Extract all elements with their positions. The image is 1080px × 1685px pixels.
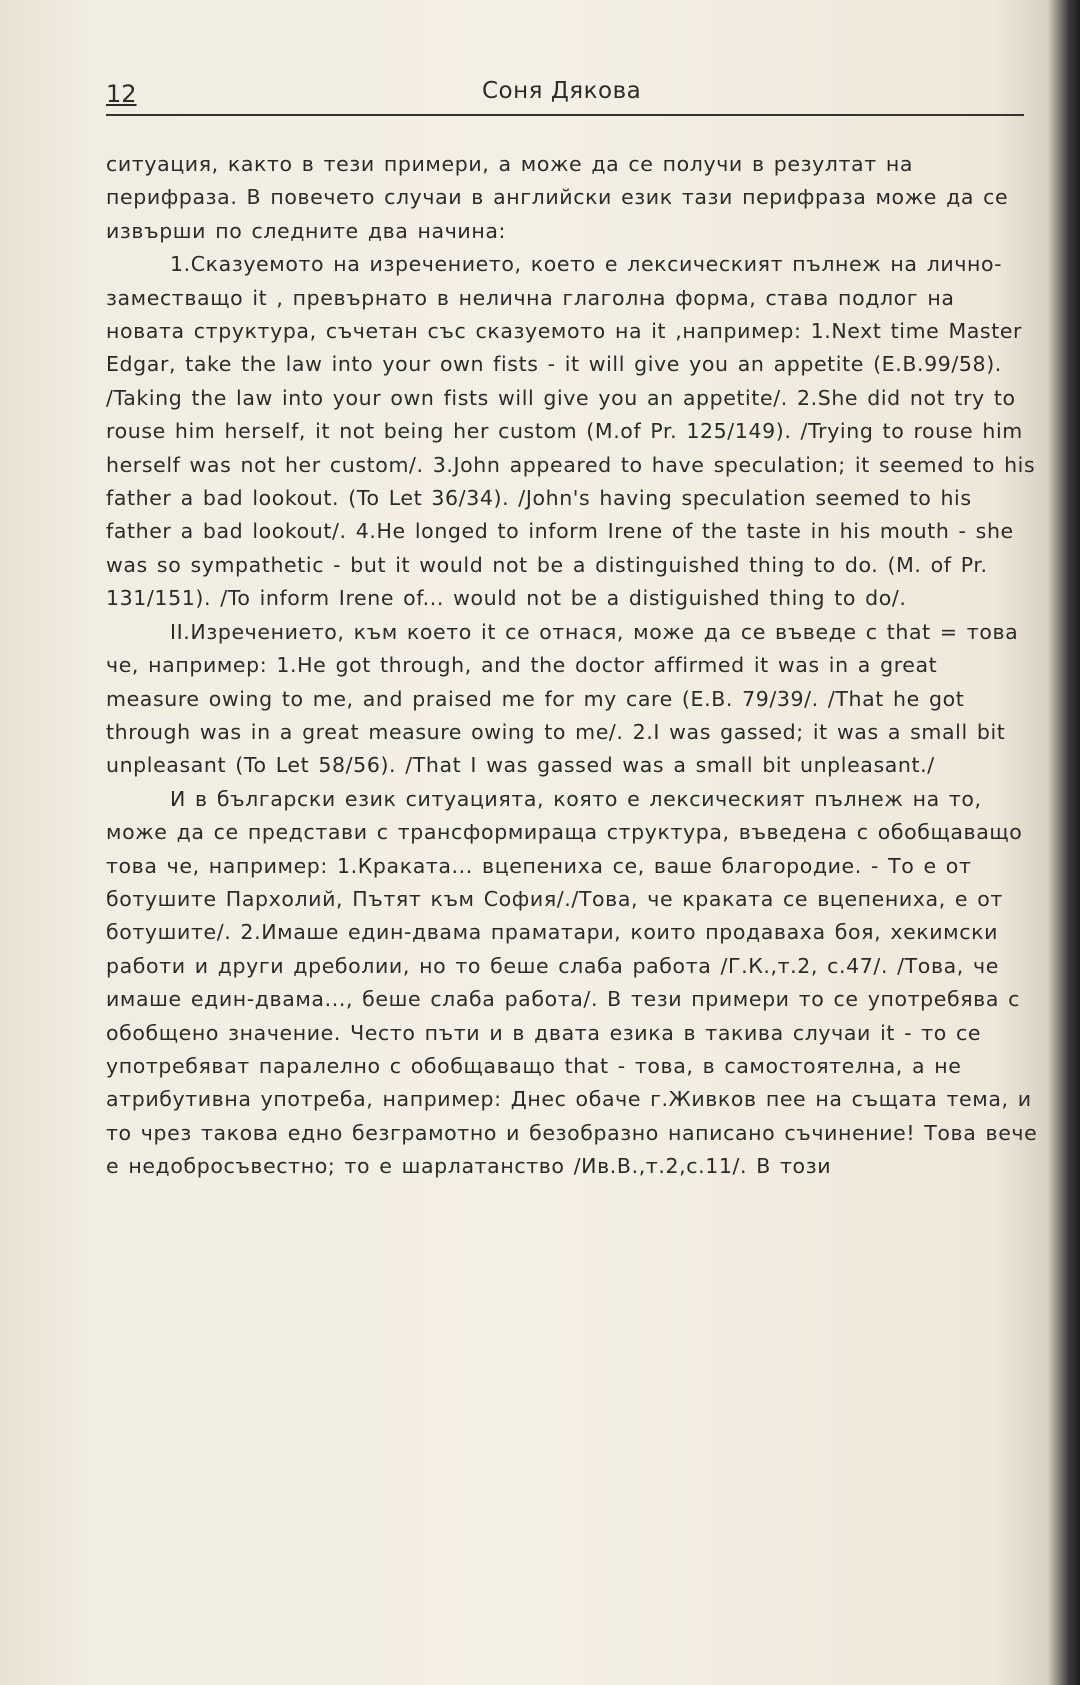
paragraph-bulgarian: И в български език ситуацията, която е лексическият пълнеж на то, може да се представи с трансформираща структура, въведена с обобщаващо това че, например: 1.Краката... вцепениха се, ваше благородие. - То е от ботушите Пархолий, Пътят към София/./Това, че краката се вцепениха, е от ботушите/. 2.Имаше един-двама праматари, които продаваха боя, хекимски работи и други дреболии, но то беше слаба работа /Г.К.,т.2, с.47/. /Това, че имаше един-двама..., беше слаба работа/. В тези примери то се употребява с обобщено значение. Често пъти и в двата езика в такива случаи it - то се употребяват паралелно с обобщаващо that - това, в самостоятелна, а не атрибутивна употреба, например: Днес обаче г.Живков пее на същата тема, и то чрез такова едно безграмотно и безобразно написано съчинение! Това вече е недобросъвестно; то е шарлатанство /Ив.В.,т.2,с.11/. В този [106,786,1038,1179]
paragraph-method-2: II.Изречението, към което it се отнася, може да се въведе с that = това че, например: 1.He got through, and the doctor affirmed it was in a great measure owing to me, and praised me for my care (E.B. 79/39/. /That he got through was in a great measure owing to me/. 2.I was gassed; it was a small bit unpleasant (To Let 58/56). /That I was gassed was a small bit unpleasant./ [106,619,1019,778]
page-number: 12 [106,80,137,108]
body-text [106,148,1040,1184]
paragraph-method-1: 1.Сказуемото на изречението, което е лексическият пълнеж на лично-заместващо it , превърнато в нелична глаголна форма, става подлог на новата структура, съчетан със сказуемото на it ,например: 1.Next time Master Edgar, take the law into your own fists - it will give you an appetite (E.B.99/58). /Taking the law into your own fists will give you an appetite/. 2.She did not try to rouse him herself, it not being her custom (M.of Pr. 125/149). /Trying to rouse him herself was not her custom/. 3.John appeared to have speculation; it seemed to his father a bad lookout. (To Let 36/34). /John's having speculation seemed to his father a bad lookout/. 4.He longed to inform Irene of the taste in his mouth - she was so sympathetic - but it would not be a distinguished thing to do. (M. of Pr. 131/151). /To inform Irene of... would not be a distiguished thing to do/. [106,252,1036,611]
page-header [106,78,1024,116]
paragraph-intro: ситуация, както в тези примери, а може да се получи в резултат на перифраза. В повечето случаи в английски език тази перифраза може да се извърши по следните два начина: [106,152,1009,243]
running-title: Соня Дякова [482,78,642,104]
